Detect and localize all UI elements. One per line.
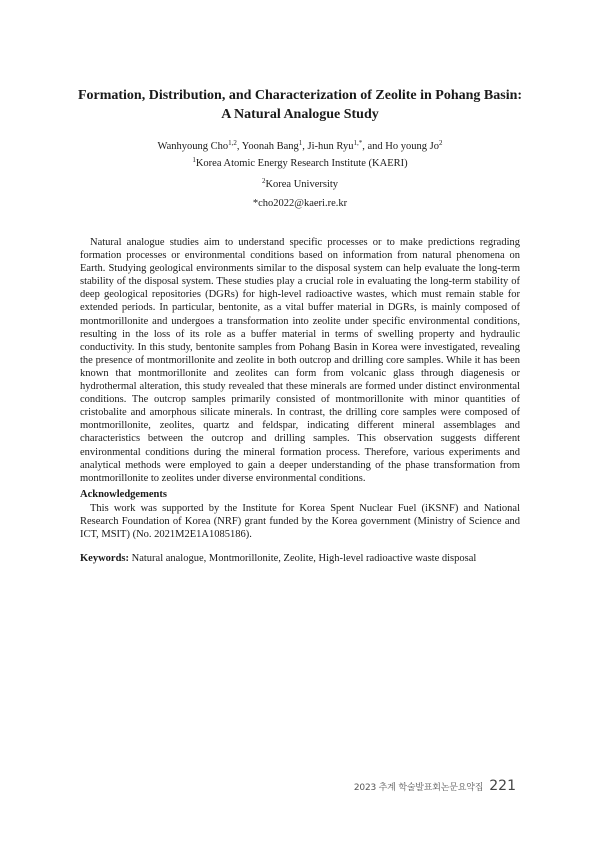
page-number: 221 (489, 778, 516, 794)
keywords-text: Natural analogue, Montmorillonite, Zeolite, High-level radioactive waste disposal (131, 553, 477, 564)
corresponding-email: *cho2022@kaeri.re.kr (252, 198, 348, 209)
paper-title (60, 86, 540, 124)
affiliation-mark: 2 (261, 177, 266, 185)
page-footer (354, 778, 516, 794)
author-affiliation-mark: 2 (438, 139, 443, 147)
author-name: Yoonah Bang (241, 141, 299, 152)
proceedings-title: 2023 추계 학술발표회논문요약집 (353, 783, 484, 793)
author-list (60, 140, 540, 154)
author-affiliation-mark: 1,2 (228, 139, 237, 147)
author-name: Wanhyoung Cho (157, 141, 229, 152)
author-separator: , and (362, 141, 386, 152)
affiliation-1 (60, 157, 540, 171)
author-name: Ji-hun Ryu (307, 141, 354, 152)
keywords-line (80, 552, 520, 565)
acknowledgements-heading: Acknowledgements (80, 489, 167, 500)
affiliation-2 (60, 178, 540, 192)
abstract-paragraph: Natural analogue studies aim to understand specific processes or to make predictions regrading formation processes or environmental conditions based on information from natural phenomena on Earth. Studying geological environments similar to the disposal system can help evaluate the long-term stability of the disposal system. These studies play a crucial role in evaluating the long-term stability of deep geological repositories (DGRs) for high-level radioactive wastes, which must remain stable for extended periods. In particular, bentonite, as a vital buffer material in DGRs, is mainly composed of montmorillonite and undergoes a transformation into zeolite under specific environmental conditions, resulting in the loss of its role as a buffer material in terms of swelling property and hydraulic conductivity. In this study, bentonite samples from Pohang Basin in Korea were investigated, revealing the presence of montmorillonite and zeolite in both outcrop and drilling core samples. While it has been known that montmorillonite and zeolites can form from volcanic glass through diagenesis or hydrothermal alteration, this study revealed that these minerals are formed under distinct environmental conditions. The outcrop samples primarily consisted of montmorillonite with minor quantities of cristobalite and amorphous silicate minerals. In contrast, the drilling core samples were composed of montmorillonite, zeolites, quartz and feldspar, indicating different mineral assemblages and characteristics between the outcrop and drilling samples. This observation suggests different environmental conditions during the mineral formation process. Therefore, various experiments and analytical methods were employed to gain a deeper understanding of the phase transformation from montmorillonite to zeolites under diverse environmental conditions. (80, 237, 520, 484)
author-name: Ho young Jo (385, 141, 439, 152)
affiliation-mark: 1 (192, 156, 196, 164)
author-separator: , (302, 141, 308, 152)
author-separator: , (236, 141, 242, 152)
paper-title-line-1: Formation, Distribution, and Characterization of Zeolite in Pohang Basin: (77, 88, 523, 103)
acknowledgements-paragraph: This work was supported by the Institute for Korea Spent Nuclear Fuel (iKSNF) and National Research Foundation of Korea (NRF) grant funded by the Korea government (Ministry of Science and ICT, MSIT) (No. 2021M2E1A1085186). (80, 503, 520, 541)
author-affiliation-mark: 1 (298, 139, 303, 147)
paper-title-line-2: A Natural Analogue Study (221, 107, 379, 122)
author-affiliation-mark: 1,* (353, 139, 363, 147)
affiliation-text: Korea University (265, 179, 339, 190)
affiliation-text: Korea Atomic Energy Research Institute (KAERI) (195, 158, 408, 169)
keywords-label: Keywords: (80, 553, 129, 564)
